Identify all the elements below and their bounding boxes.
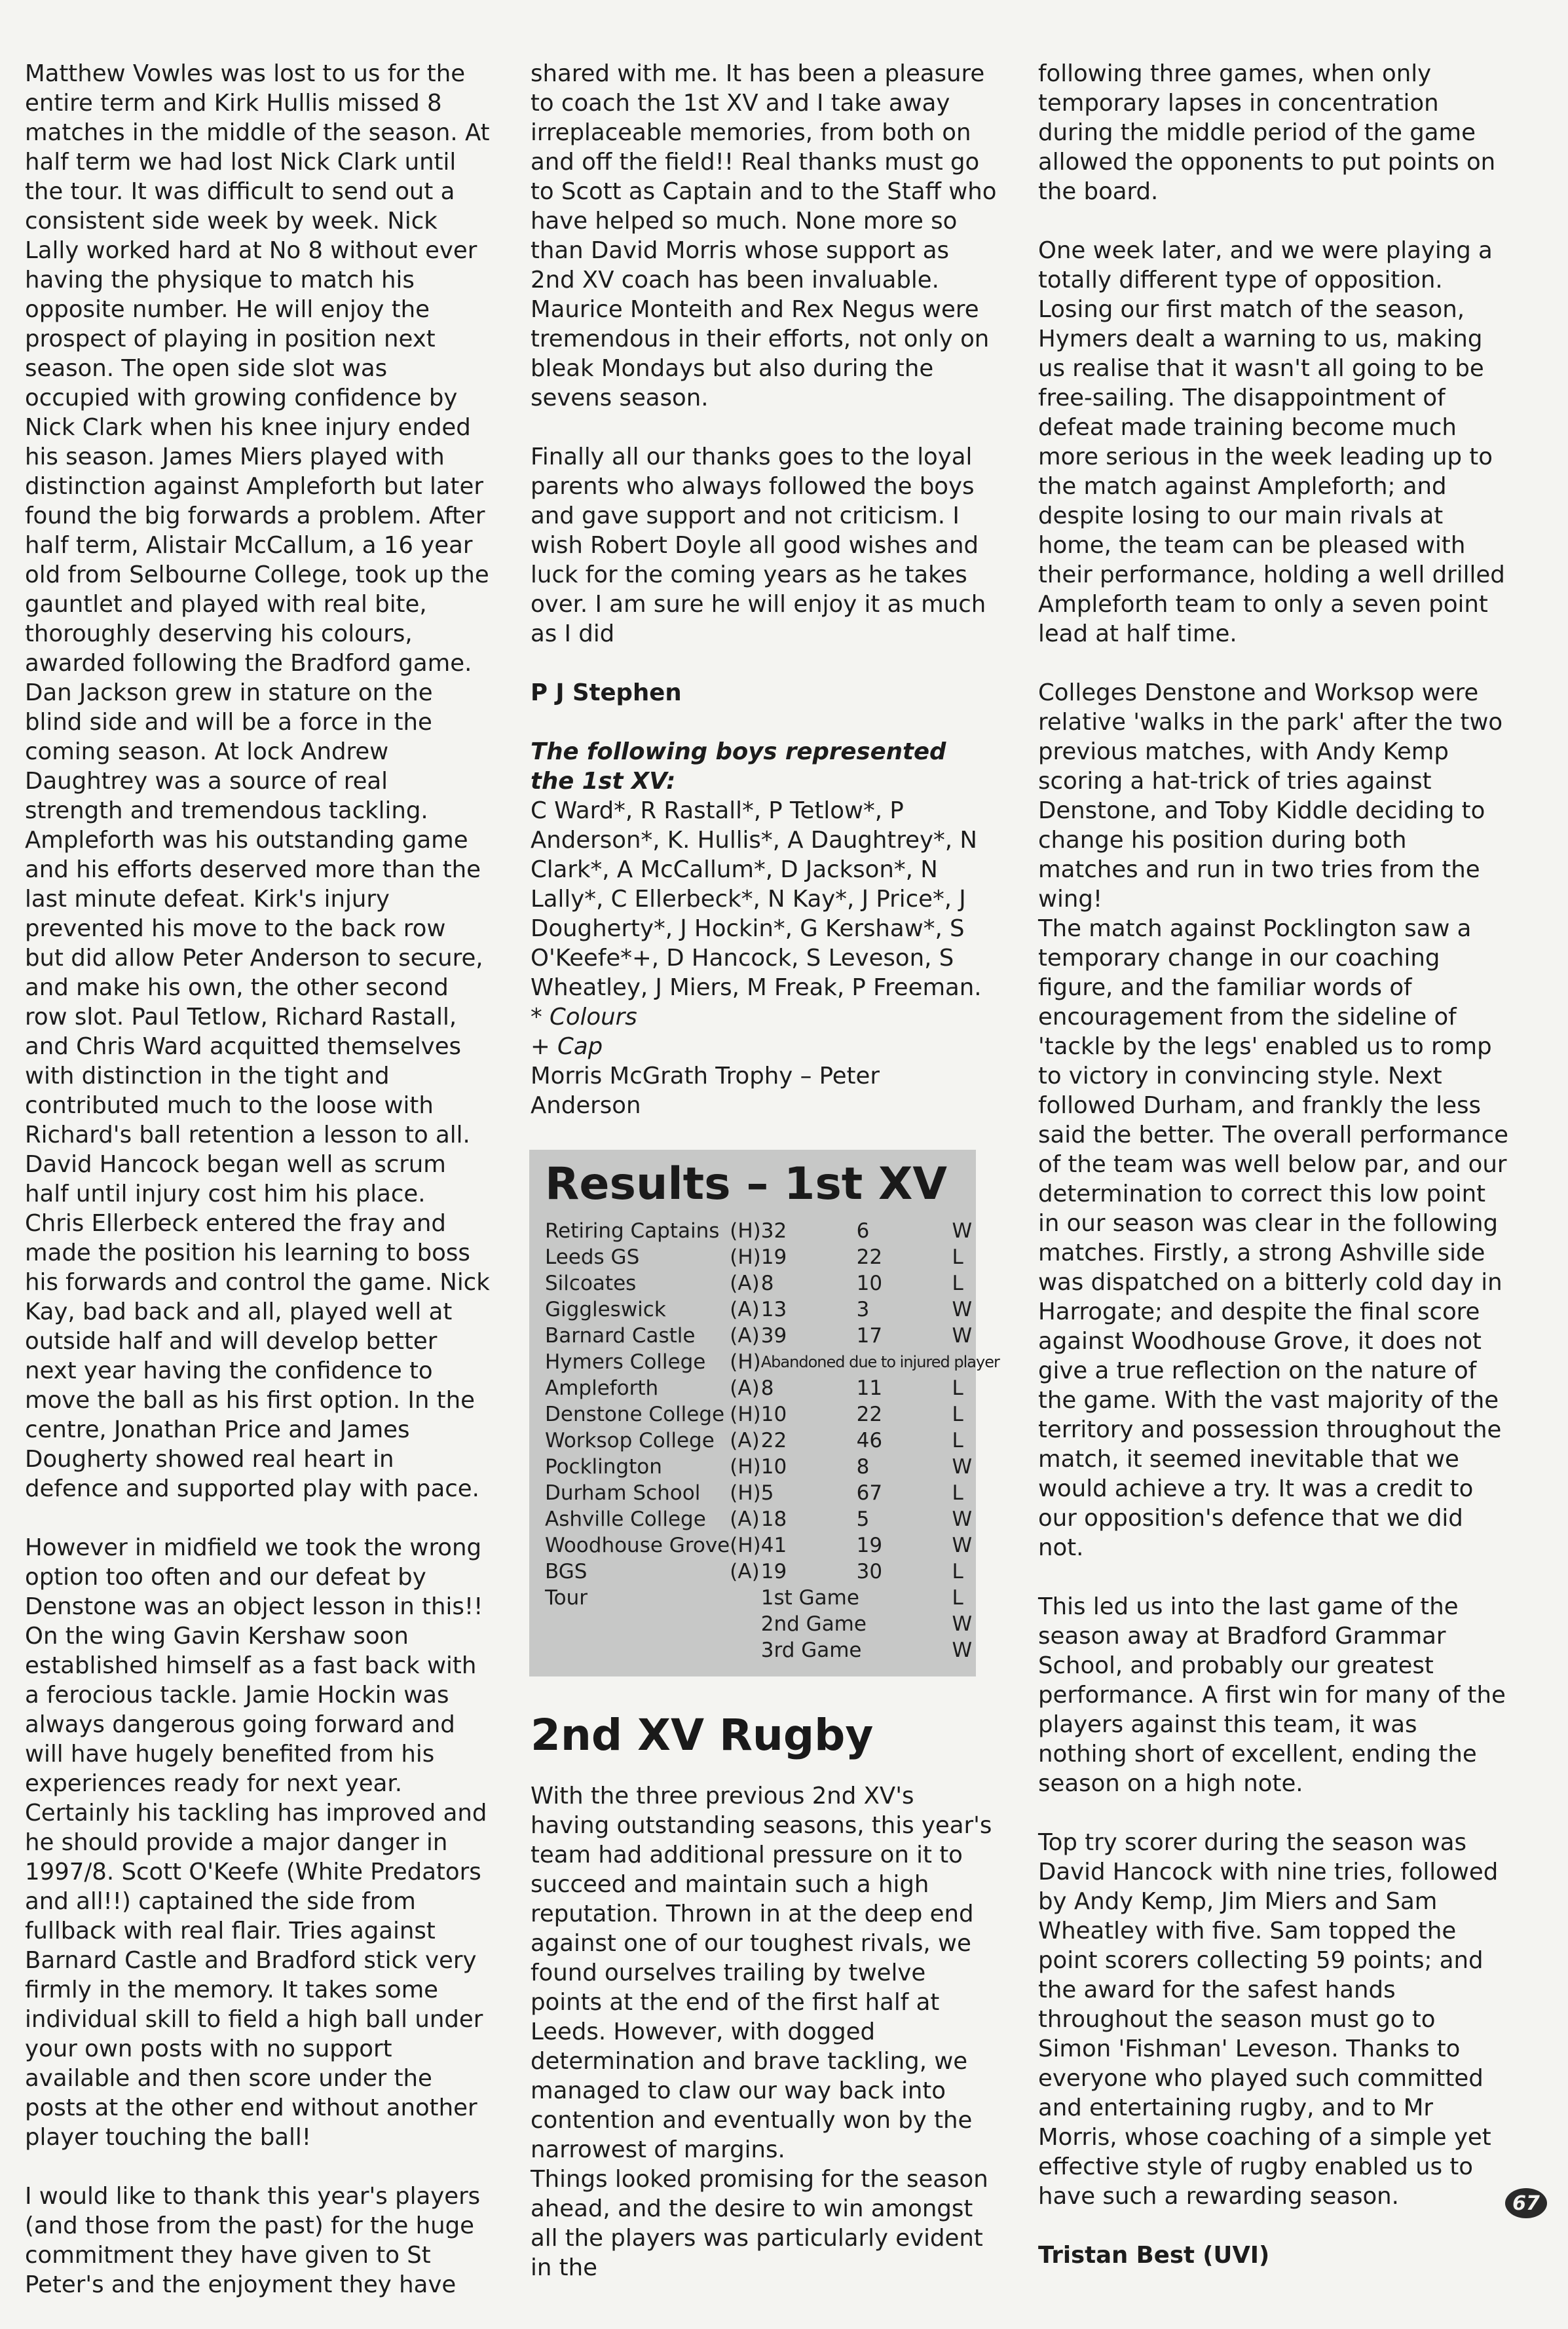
table-cell: 3 (856, 1298, 870, 1321)
column-1 (25, 59, 491, 2329)
table-cell: 1st Game (760, 1586, 859, 1610)
table-row (545, 1559, 999, 1585)
table-cell: Ampleforth (545, 1376, 659, 1400)
table-cell: (A) (730, 1324, 760, 1348)
paragraph: following three games, when only temporary lapses in concentration during the middle period of the game allowed the opponents to put points on the board. (1038, 60, 1496, 205)
team-list (531, 737, 997, 1120)
table-cell: 13 (760, 1298, 787, 1321)
table-cell: 6 (856, 1219, 870, 1243)
table-row (545, 1454, 999, 1480)
table-cell: W (952, 1455, 973, 1479)
table-cell: 8 (856, 1455, 870, 1479)
table-cell: Abandoned due to injured player (760, 1353, 999, 1371)
table-row (545, 1585, 999, 1611)
table-cell (730, 1637, 761, 1663)
table-cell (545, 1637, 730, 1663)
table-cell: 39 (760, 1324, 787, 1348)
table-row (545, 1270, 999, 1297)
column-2 (531, 59, 997, 2312)
table-cell: (H) (730, 1481, 761, 1505)
table-cell: W (952, 1219, 973, 1243)
table-cell: W (952, 1612, 973, 1636)
table-row (545, 1401, 999, 1428)
results-title: Results – 1st XV (545, 1158, 948, 1210)
table-cell: Retiring Captains (545, 1219, 720, 1243)
table-cell: (H) (730, 1455, 761, 1479)
table-cell: 2nd Game (760, 1612, 867, 1636)
paragraph: This led us into the last game of the season away at Bradford Grammar School, and probably our greatest performance. A first win for many of the players against this team, it was nothing short of excellent, ending the season on a high note. (1038, 1593, 1506, 1797)
paragraph: With the three previous 2nd XV's having outstanding seasons, this year's team had additional pressure on it to succeed and maintain such a high reputation. Thrown in at the deep end against one of our toughest rivals, we found ourselves trailing by twelve points at the end of the first half at Leeds. However, with dogged determination and brave tackling, we managed to claw our way back into contention and eventually won by the narrowest of margins. (531, 1783, 992, 2163)
table-cell: 19 (760, 1245, 787, 1269)
paragraph: Finally all our thanks goes to the loyal parents who always followed the boys and gave support and not criticism. I wish Robert Doyle all good wishes and luck for the coming years as he takes over. I am sure he will enjoy it as much as I did (531, 444, 986, 647)
table-cell: (H) (730, 1245, 761, 1269)
table-cell: 22 (760, 1429, 787, 1452)
table-row (545, 1480, 999, 1506)
table-row (545, 1428, 999, 1454)
team-list-heading: The following boys represented the 1st XV: (531, 738, 946, 795)
table-cell: 30 (856, 1560, 883, 1583)
table-cell: 10 (856, 1272, 883, 1295)
table-cell: Hymers College (545, 1350, 706, 1374)
table-cell: 18 (760, 1507, 787, 1531)
table-cell: Denstone College (545, 1403, 725, 1426)
table-cell: W (952, 1534, 973, 1557)
table-cell: 11 (856, 1376, 883, 1400)
table-cell: L (952, 1481, 963, 1505)
table-cell: W (952, 1507, 973, 1531)
table-cell: (A) (730, 1298, 760, 1321)
table-cell: (H) (730, 1219, 761, 1243)
table-cell: 32 (760, 1219, 787, 1243)
table-cell (730, 1585, 761, 1611)
table-cell: 3rd Game (760, 1638, 862, 1662)
table-cell: L (952, 1586, 963, 1610)
paragraph: Colleges Denstone and Worksop were relative 'walks in the park' after the two previous matches, with Andy Kemp scoring a hat-trick of tries against Denstone, and Toby Kiddle deciding to change his position during both matches and run in two tries from the wing! (1038, 679, 1503, 913)
table-cell: (H) (730, 1350, 761, 1374)
table-row (545, 1297, 999, 1323)
table-cell: Giggleswick (545, 1298, 666, 1321)
page-number: 67 (1505, 2188, 1547, 2218)
table-cell: 5 (760, 1481, 774, 1505)
table-cell: 17 (856, 1324, 883, 1348)
paragraph: shared with me. It has been a pleasure to coach the 1st XV and I take away irreplaceable memories, from both on and off the field!! Real thanks must go to Scott as Captain and to the Staff who have helped so much. None more so than David Morris whose support as 2nd XV coach has been invaluable. Maurice Monteith and Rex Negus were tremendous in their efforts, not only on bleak Mondays but also during the sevens season. (531, 60, 997, 411)
table-cell: 10 (760, 1455, 787, 1479)
table-cell: 22 (856, 1245, 883, 1269)
table-cell: Woodhouse Grove (545, 1534, 730, 1557)
table-cell: Leeds GS (545, 1245, 640, 1269)
results-box (529, 1150, 999, 1676)
table-cell: W (952, 1324, 973, 1348)
table-row (545, 1611, 999, 1637)
table-cell: Silcoates (545, 1272, 637, 1295)
table-row (545, 1244, 999, 1270)
table-cell: L (952, 1429, 963, 1452)
table-cell: Worksop College (545, 1429, 715, 1452)
table-cell: L (952, 1272, 963, 1295)
table-row (545, 1349, 999, 1375)
table-cell: W (952, 1638, 973, 1662)
paragraph: However in midfield we took the wrong option too often and our defeat by Denstone was an object lesson in this!! On the wing Gavin Kershaw soon established himself as a fast back with a ferocious tackle. Jamie Hockin was always dangerous going forward and will have hugely benefited from his experiences ready for next year. Certainly his tackling has improved and he should provide a major danger in 1997/8. Scott O'Keefe (White Predators and all!!) captained the side from fullback with real flair. Tries against Barnard Castle and Bradford stick very firmly in the memory. It takes some individual skill to field a high ball under your own posts with no support available and then score under the posts at the other end without another player touching the ball! (25, 1534, 487, 2151)
table-cell: Ashville College (545, 1507, 706, 1531)
table-cell: W (952, 1298, 973, 1321)
table-row (545, 1506, 999, 1532)
signature: P J Stephen (531, 679, 682, 706)
table-cell: (H) (730, 1403, 761, 1426)
table-cell: (H) (730, 1534, 761, 1557)
signature: Tristan Best (UVI) (1038, 2242, 1270, 2269)
key-cap: + Cap (531, 1033, 603, 1060)
table-cell: (A) (730, 1272, 760, 1295)
table-cell: 41 (760, 1534, 787, 1557)
table-cell: 19 (856, 1534, 883, 1557)
table-cell: 10 (760, 1403, 787, 1426)
table-cell: L (952, 1245, 963, 1269)
table-row (545, 1637, 999, 1663)
paragraph: Top try scorer during the season was David Hancock with nine tries, followed by Andy Kemp, Jim Miers and Sam Wheatley with five. Sam topped the point scorers collecting 59 points; and the award for the safest hands throughout the season must go to Simon 'Fishman' Leveson. Thanks to everyone who played such committed and entertaining rugby, and to Mr Morris, whose coaching of a simple yet effective style of rugby enabled us to have such a rewarding season. (1038, 1829, 1499, 2210)
table-cell (730, 1611, 761, 1637)
paragraph: Things looked promising for the season ahead, and the desire to win amongst all the players was particularly evident in the (531, 2166, 988, 2281)
table-cell: 8 (760, 1376, 774, 1400)
table-cell: Barnard Castle (545, 1324, 696, 1348)
table-cell: L (952, 1403, 963, 1426)
section-title: 2nd XV Rugby (531, 1710, 874, 1760)
paragraph: The match against Pocklington saw a temporary change in our coaching figure, and the familiar words of encouragement from the sideline of 'tackle by the legs' enabled us to romp to victory in convincing style. Next followed Durham, and frankly the less said the better. The overall performance of the team was well below par, and our determination to correct this low point in our season was clear in the following matches. Firstly, a strong Ashville side was dispatched on a bitterly cold day in Harrogate; and despite the final score against Woodhouse Grove, it does not give a true reflection on the nature of the game. With the vast majority of the territory and possession throughout the match, it seemed inevitable that we would achieve a try. It was a credit to our opposition's defence that we did not. (1038, 915, 1509, 1561)
key-colours: * Colours (531, 1004, 637, 1031)
table-cell: 5 (856, 1507, 870, 1531)
table-cell: Pocklington (545, 1455, 662, 1479)
table-cell: Tour (545, 1586, 588, 1610)
table-cell: 22 (856, 1403, 883, 1426)
table-cell: 46 (856, 1429, 883, 1452)
table-cell: 8 (760, 1272, 774, 1295)
paragraph: Matthew Vowles was lost to us for the entire term and Kirk Hullis missed 8 matches in the middle of the season. At half term we had lost Nick Clark until the tour. It was difficult to send out a consistent side week by week. Nick Lally worked hard at No 8 without ever having the physique to match his opposite number. He will enjoy the prospect of playing in position next season. The open side slot was occupied with growing confidence by Nick Clark when his knee injury ended his season. James Miers played with distinction against Ampleforth but later found the big forwards a problem. After half term, Alistair McCallum, a 16 year old from Selbourne College, took up the gauntlet and played with real bite, thoroughly deserving his colours, awarded following the Bradford game. Dan Jackson grew in stature on the blind side and will be a force in the coming season. At lock Andrew Daughtrey was a source of real strength and tremendous tackling. Ampleforth was his outstanding game and his efforts deserved more than the last minute defeat. Kirk's injury prevented his move to the back row but did allow Peter Anderson to secure, and make his own, the other second row slot. Paul Tetlow, Richard Rastall, and Chris Ward acquitted themselves with distinction in the tight and contributed much to the loose with Richard's ball retention a lesson to all. David Hancock began well as scrum half until injury cost him his place. Chris Ellerbeck entered the fray and made the position his learning to boss his forwards and control the game. Nick Kay, bad back and all, played well at outside half and will develop better next year having the confidence to move the ball as his first option. In the centre, Jonathan Price and James Dougherty showed real heart in defence and supported play with pace. (25, 60, 490, 1502)
team-list-names: C Ward*, R Rastall*, P Tetlow*, P Anderson*, K. Hullis*, A Daughtrey*, N Clark*, A McCallum*, D Jackson*, N Lally*, C Ellerbeck*, N Kay*, J Price*, J Dougherty*, J Hockin*, G Kershaw*, S O'Keefe*+, D Hancock, S Leveson, S Wheatley, J Miers, M Freak, P Freeman. (531, 797, 982, 1001)
table-cell: 67 (856, 1481, 883, 1505)
paragraph: One week later, and we were playing a totally different type of opposition. Losing our first match of the season, Hymers dealt a warning to us, making us realise that it wasn't all going to be free-sailing. The disappointment of defeat made training become much more serious in the week leading up to the match against Ampleforth; and despite losing to our main rivals at home, the team can be pleased with their performance, holding a well drilled Ampleforth team to only a seven point lead at half time. (1038, 237, 1505, 647)
paragraph: I would like to thank this year's players (and those from the past) for the huge commitment they have given to St Peter's and the enjoyment they have (25, 2183, 481, 2298)
trophy: Morris McGrath Trophy – Peter Anderson (531, 1063, 880, 1119)
table-cell (545, 1611, 730, 1637)
table-cell: BGS (545, 1560, 588, 1583)
table-row (545, 1375, 999, 1401)
table-cell: (A) (730, 1429, 760, 1452)
table-cell: L (952, 1560, 963, 1583)
results-table (545, 1218, 999, 1663)
column-3 (1038, 59, 1510, 2300)
table-cell: (A) (730, 1376, 760, 1400)
table-row (545, 1218, 999, 1244)
table-cell: L (952, 1376, 963, 1400)
table-row (545, 1532, 999, 1559)
table-row (545, 1323, 999, 1349)
table-cell: 19 (760, 1560, 787, 1583)
table-cell: (A) (730, 1507, 760, 1531)
table-cell: (A) (730, 1560, 760, 1583)
table-cell: Durham School (545, 1481, 701, 1505)
